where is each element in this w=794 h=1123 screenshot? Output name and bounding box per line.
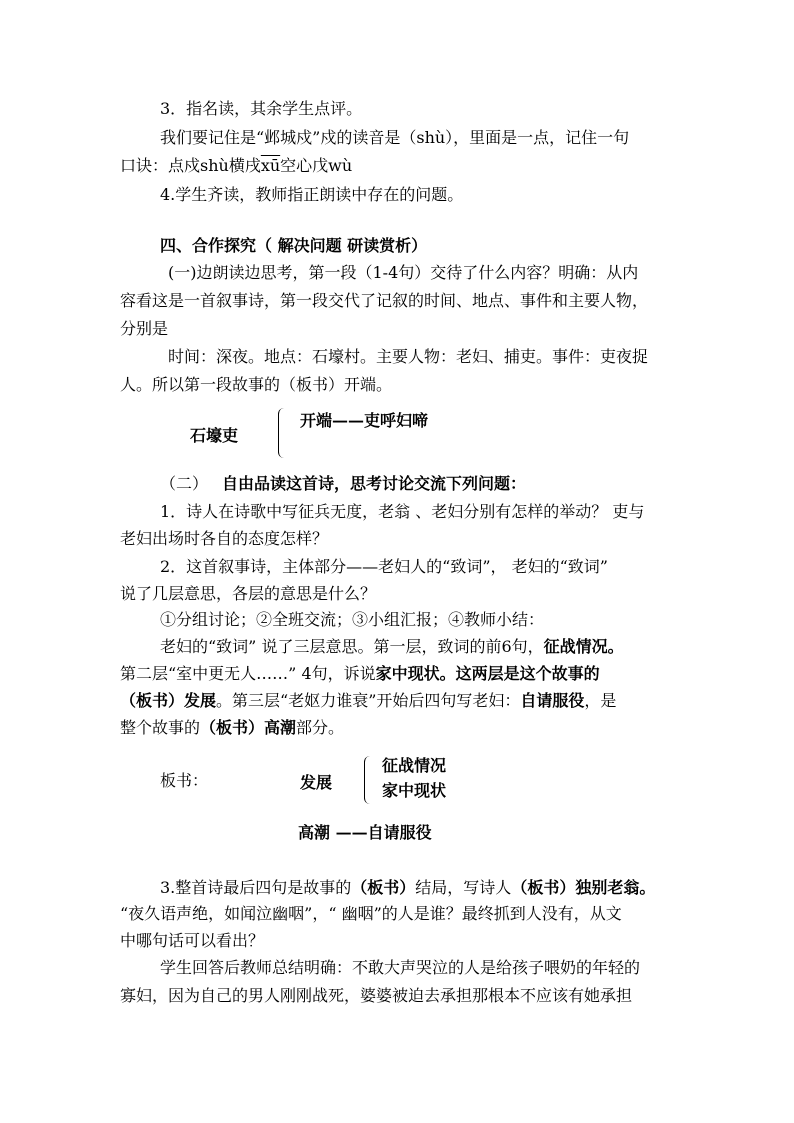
part1-line1: (一)边朗读边思考，第一段（1-4句）交待了什么内容？明确：从内 xyxy=(168,263,639,282)
board2-item2: 家中现状 xyxy=(382,781,447,800)
part2-heading: 自由品读这首诗，思考讨论交流下列问题： xyxy=(222,474,527,493)
answer-line3: （板书）发展。第三层“老妪力谁衰”开始后四句写老妇：自请服役，是 xyxy=(120,691,617,710)
part1-line2: 容看这是一首叙事诗，第一段交代了记叙的时间、地点、事件和主要人物， xyxy=(120,291,649,310)
answer-line2: 第二层“室中更无人……” 4句，诉说家中现状。这两层是这个故事的 xyxy=(120,664,600,683)
question2-line2: 说了几层意思，各层的意思是什么？ xyxy=(120,584,377,603)
conclusion-line1: 学生回答后教师总结明确：不敢大声哭泣的人是给孩子喂奶的年轻的 xyxy=(160,958,641,977)
activity-steps: ①分组讨论；②全班交流；③小组汇报；④教师小结： xyxy=(160,610,545,629)
question1-line1: 1．诗人在诗歌中写征兵无度，老翁 、老妇分别有怎样的举动？ 吏与 xyxy=(160,502,645,521)
step-3: 3．指名读，其余学生点评。 xyxy=(160,99,363,118)
answer-line1: 老妇的“致词” 说了三层意思。第一层，致词的前6句，征战情况。 xyxy=(160,637,624,656)
section-heading: 四、合作探究（ 解决问题 研读赏析） xyxy=(160,236,428,255)
board2-stage: 发展 xyxy=(300,773,333,792)
question2-line1: 2．这首叙事诗，主体部分——老妇人的“致词”， 老妇的“致词” xyxy=(160,557,608,576)
part1-line3: 分别是 xyxy=(120,319,169,338)
part1-line4: 时间：深夜。地点：石壕村。主要人物：老妇、捕吏。事件：吏夜捉 xyxy=(168,347,649,366)
step-4: 4.学生齐读，教师指正朗读中存在的问题。 xyxy=(160,185,464,204)
question3-line1: 3.整首诗最后四句是故事的（板书）结局，写诗人（板书）独别老翁。 xyxy=(160,878,656,897)
question3-line3: 中哪句话可以看出？ xyxy=(120,931,265,950)
pronunciation-note: 我们要记住是“邺城戍”戍的读音是（shù），里面是一点，记住一句 xyxy=(160,128,630,147)
question3-line2: “夜久语声绝，如闻泣幽咽”，“ 幽咽”的人是谁？最终抓到人没有，从文 xyxy=(120,904,622,923)
question1-line2: 老妇出场时各自的态度怎样？ xyxy=(120,529,329,548)
answer-line4: 整个故事的（板书）高潮部分。 xyxy=(120,718,345,737)
board2-climax: 高潮 ——自请服役 xyxy=(298,823,432,842)
board2-brace xyxy=(364,756,373,804)
board1-brace xyxy=(278,408,287,458)
part2-label: （二） xyxy=(160,474,209,493)
part1-line5: 人。所以第一段故事的（板书）开端。 xyxy=(120,375,393,394)
board2-item1: 征战情况 xyxy=(382,756,447,775)
board2-label: 板书： xyxy=(160,771,209,790)
conclusion-line2: 寡妇，因为自己的男人刚刚战死，婆婆被迫去承担那根本不应该有她承担 xyxy=(120,986,633,1005)
board1-item: 开端——吏呼妇啼 xyxy=(300,411,429,430)
board1-title: 石壕吏 xyxy=(190,426,239,445)
mnemonic-line: 口诀：点戍shù横戌$\overline{xū}$空心戊wù xyxy=(120,156,353,175)
